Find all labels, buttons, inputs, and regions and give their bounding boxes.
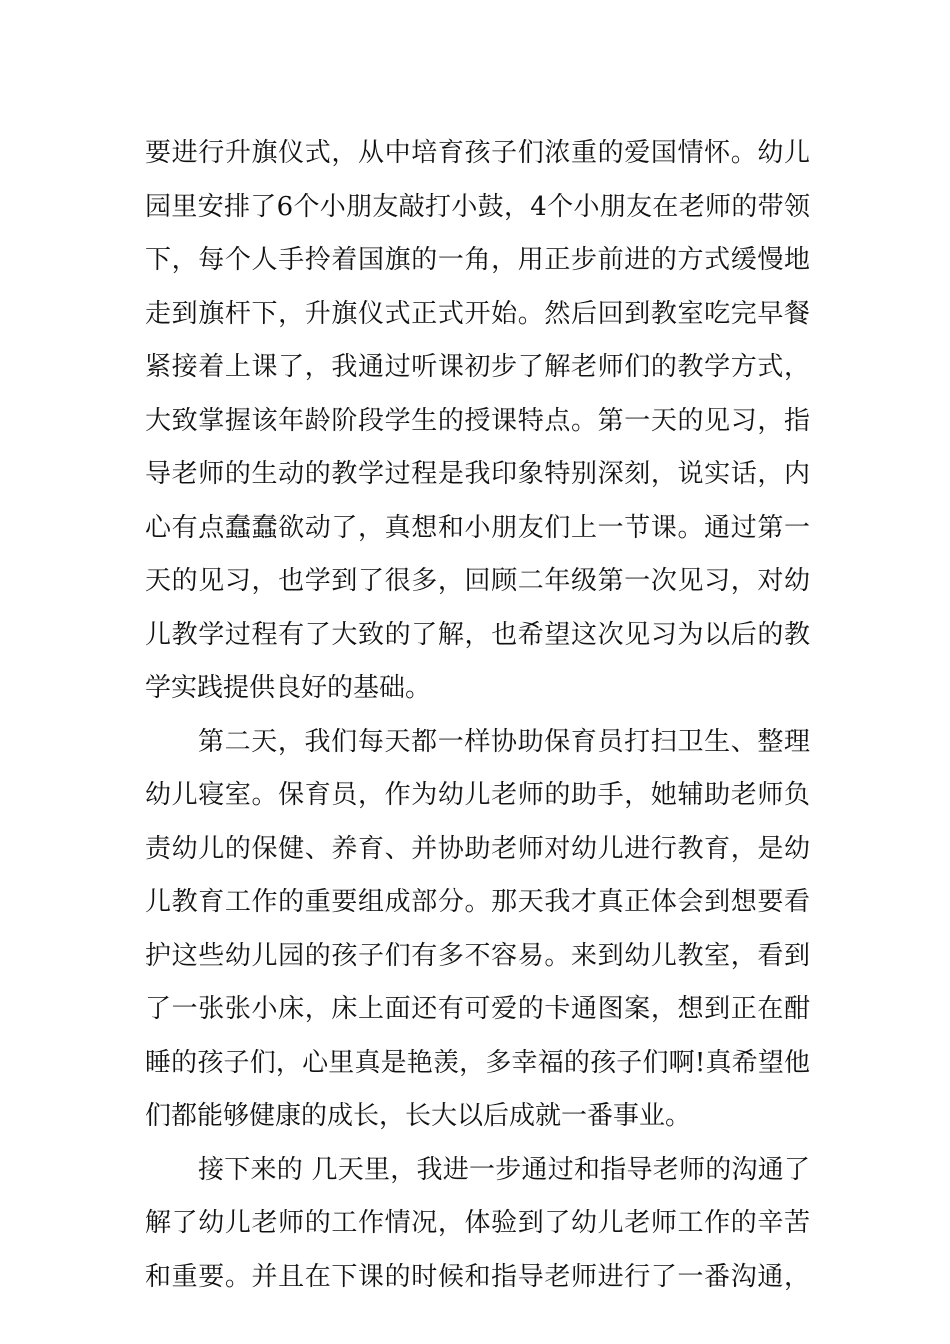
- text-line: 园里安排了6个小朋友敲打小鼓，4个小朋友在老师的带领: [145, 191, 810, 222]
- text-line: 和重要。并且在下课的时候和指导老师进行了一番沟通，: [145, 1261, 810, 1292]
- text-line: 导老师的生动的教学过程是我印象特别深刻，说实话，内: [145, 459, 810, 489]
- text-line: 儿教育工作的重要组成部分。那天我才真正体会到想要看: [145, 887, 810, 917]
- text-line: 天的见习，也学到了很多，回顾二年级第一次见习，对幼: [145, 566, 810, 596]
- text-line: 解了幼儿老师的工作情况，体验到了幼儿老师工作的辛苦: [145, 1208, 810, 1238]
- text-line: 接下来的 几天里，我进一步通过和指导老师的沟通了: [198, 1154, 810, 1185]
- text-line: 睡的孩子们，心里真是艳羡，多幸福的孩子们啊!真希望他: [145, 1047, 810, 1078]
- text-line: 第二天，我们每天都一样协助保育员打扫卫生、整理: [198, 726, 810, 757]
- body-text: [145, 127, 810, 1304]
- text-line: 下，每个人手拎着国旗的一角，用正步前进的方式缓慢地: [145, 245, 810, 275]
- text-line: 们都能够健康的成长，长大以后成就一番事业。: [145, 1101, 692, 1131]
- text-line: 护这些幼儿园的孩子们有多不容易。来到幼儿教室，看到: [145, 940, 810, 971]
- text-line: 走到旗杆下，升旗仪式正式开始。然后回到教室吃完早餐: [145, 298, 810, 329]
- text-line: 学实践提供良好的基础。: [145, 673, 432, 703]
- text-line: 大致掌握该年龄阶段学生的授课特点。第一天的见习，指: [145, 405, 810, 436]
- text-line: 幼儿寝室。保育员，作为幼儿老师的助手，她辅助老师负: [145, 780, 810, 810]
- text-line: 儿教学过程有了大致的了解，也希望这次见习为以后的教: [145, 619, 810, 650]
- text-line: 心有点蠢蠢欲动了，真想和小朋友们上一节课。通过第一: [145, 512, 810, 543]
- text-line: 要进行升旗仪式，从中培育孩子们浓重的爱国情怀。幼儿: [145, 138, 810, 168]
- text-line: 责幼儿的保健、养育、并协助老师对幼儿进行教育，是幼: [145, 833, 810, 864]
- text-line: 紧接着上课了，我通过听课初步了解老师们的教学方式，: [145, 352, 810, 382]
- text-line: 了一张张小床，床上面还有可爱的卡通图案，想到正在酣: [145, 994, 810, 1024]
